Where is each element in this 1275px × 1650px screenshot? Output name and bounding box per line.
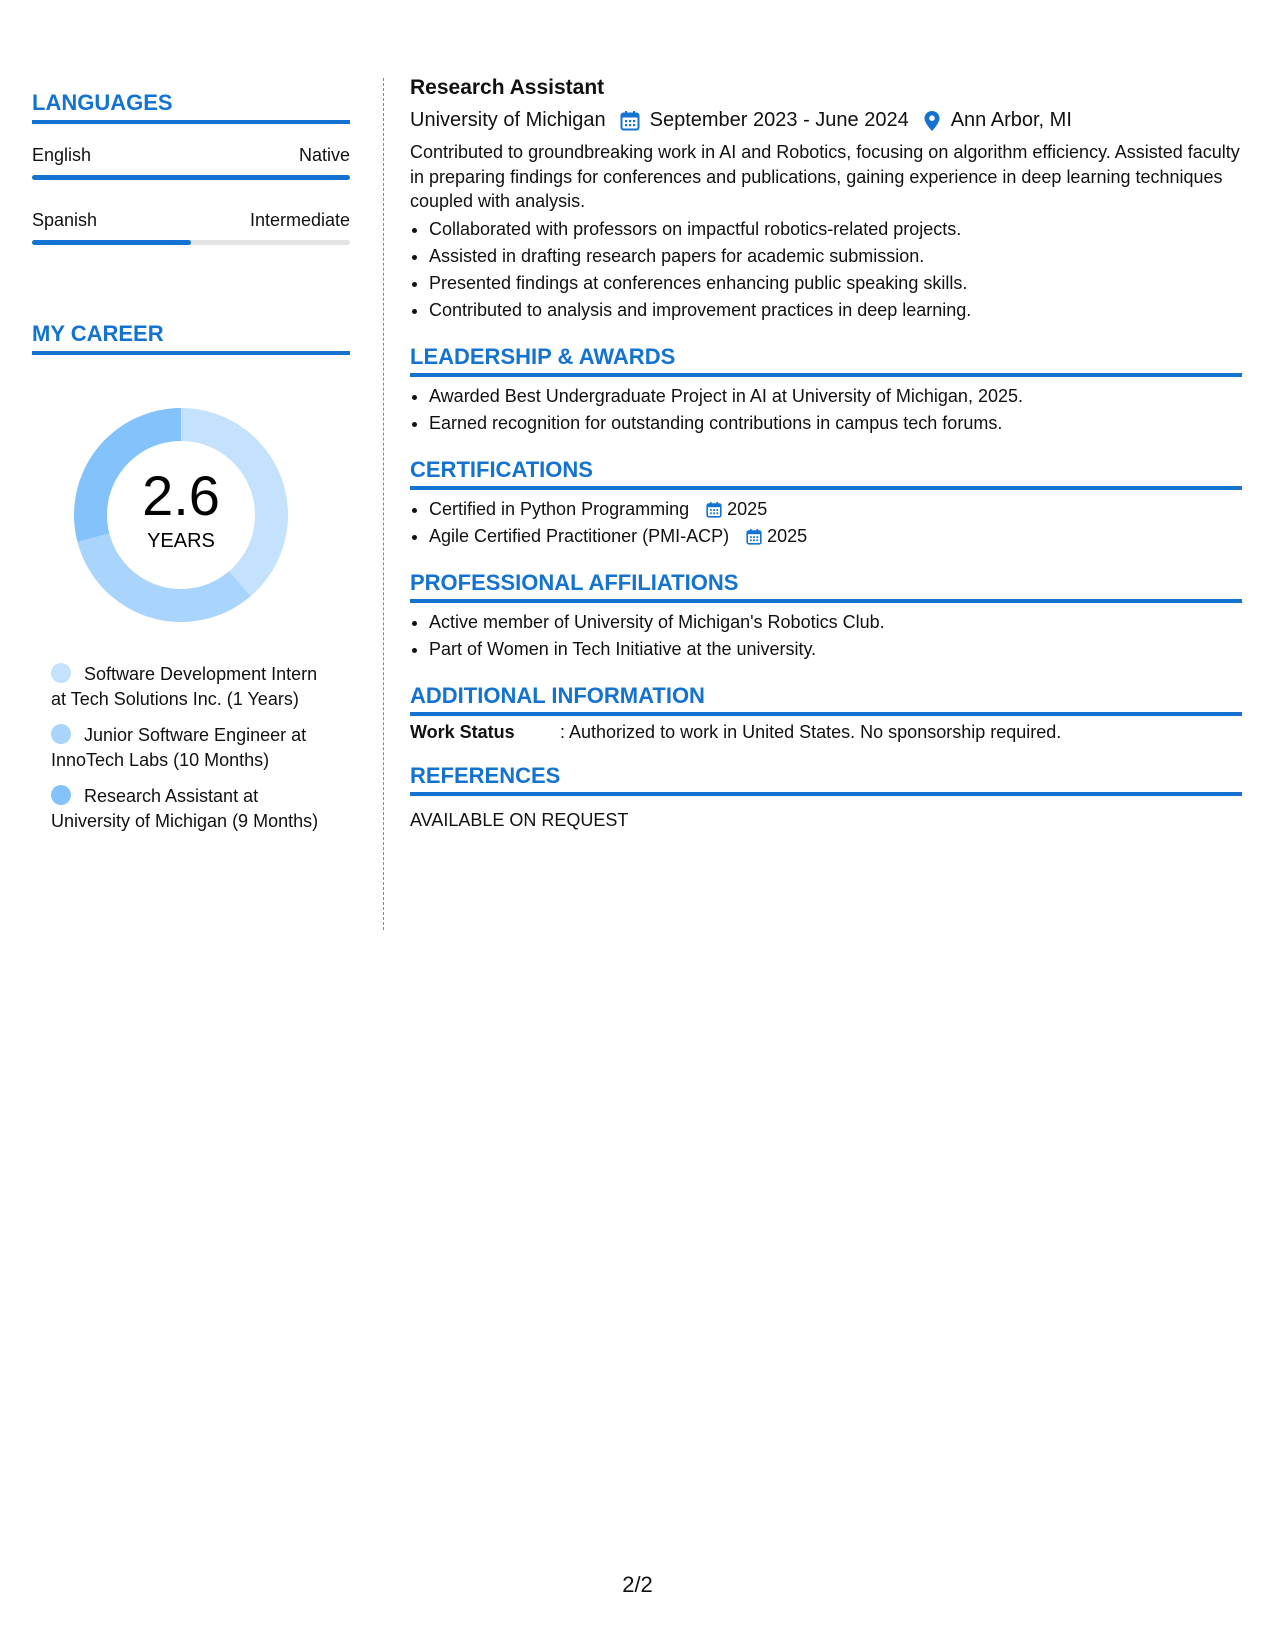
career-heading: MY CAREER (32, 321, 350, 355)
references-text: AVAILABLE ON REQUEST (410, 809, 629, 830)
list-item: • Part of Women in Tech Initiative at the university. (429, 636, 1242, 663)
list-item: • Collaborated with professors on impactful robotics-related projects. (429, 216, 1242, 243)
certification-date: 2025 (727, 498, 768, 519)
affiliations-list (410, 609, 1242, 663)
map-pin-icon (923, 110, 941, 132)
language-name: Spanish (32, 210, 98, 230)
work-status-value: : Authorized to work in United States. No sponsorship required. (560, 721, 1062, 742)
career-donut-chart (66, 400, 296, 630)
career-total-unit: YEARS (147, 530, 215, 552)
certifications-heading: CERTIFICATIONS (410, 457, 1242, 490)
sidebar (32, 90, 350, 845)
language-item (32, 145, 350, 180)
language-item (32, 210, 350, 245)
language-proficiency-bar (32, 240, 350, 245)
job-bullets (410, 216, 1242, 324)
language-level: Intermediate (249, 210, 350, 230)
career-legend-item (51, 723, 321, 772)
career-legend-label: Software Development Intern at Tech Solutions Inc. (1 Years) (51, 664, 318, 709)
list-item: • Active member of University of Michigan's Robotics Club. (429, 609, 1242, 636)
language-level: Native (298, 145, 350, 165)
list-item: • Earned recognition for outstanding contributions in campus tech forums. (429, 410, 1242, 437)
work-status-row (410, 722, 1242, 743)
work-status-label: Work Status (410, 721, 515, 742)
certification-date: 2025 (767, 525, 808, 546)
language-name: English (32, 145, 92, 165)
calendar-icon (706, 501, 722, 519)
career-legend-item (51, 784, 321, 833)
list-item (429, 496, 1242, 523)
experience-entry (410, 76, 1242, 324)
list-item: • Assisted in drafting research papers for academic submission. (429, 243, 1242, 270)
language-proficiency-bar (32, 175, 350, 180)
career-total-value: 2.6 (142, 464, 220, 527)
leadership-list (410, 383, 1242, 437)
language-proficiency-fill (32, 175, 350, 180)
career-legend-label: Junior Software Engineer at InnoTech Labs (10 Months) (51, 725, 307, 770)
job-dates: September 2023 - June 2024 (649, 109, 909, 131)
languages-heading: LANGUAGES (32, 90, 350, 124)
job-description: Contributed to groundbreaking work in AI and Robotics, focusing on algorithm efficiency. Assisted faculty in preparing findings for conferences and publications, gaining experience in deep learning techniques coupled with analysis. (410, 142, 1240, 211)
page-number: 2/2 (622, 1572, 653, 1597)
career-legend-item (51, 662, 321, 711)
certifications-list (410, 496, 1242, 550)
column-divider (383, 78, 384, 930)
legend-dot-icon (51, 663, 71, 683)
main-column (410, 76, 1242, 831)
career-legend-label: Research Assistant at University of Michigan (9 Months) (51, 786, 319, 831)
calendar-icon (746, 528, 762, 546)
job-organization: University of Michigan (410, 109, 606, 131)
leadership-heading: LEADERSHIP & AWARDS (410, 344, 1242, 377)
career-legend (51, 662, 321, 833)
certification-name: Agile Certified Practitioner (PMI-ACP) (429, 525, 730, 546)
legend-dot-icon (51, 785, 71, 805)
list-item: • Awarded Best Undergraduate Project in AI at University of Michigan, 2025. (429, 383, 1242, 410)
calendar-icon (620, 110, 640, 132)
references-heading: REFERENCES (410, 763, 1242, 796)
job-title: Research Assistant (410, 76, 605, 99)
legend-dot-icon (51, 724, 71, 744)
affiliations-heading: PROFESSIONAL AFFILIATIONS (410, 570, 1242, 603)
language-proficiency-fill (32, 240, 191, 245)
job-location: Ann Arbor, MI (950, 109, 1072, 131)
list-item: • Contributed to analysis and improvement practices in deep learning. (429, 297, 1242, 324)
list-item (429, 523, 1242, 550)
list-item: • Presented findings at conferences enhancing public speaking skills. (429, 270, 1242, 297)
certification-name: Certified in Python Programming (429, 498, 690, 519)
additional-info-heading: ADDITIONAL INFORMATION (410, 683, 1242, 716)
job-meta (410, 109, 1242, 132)
